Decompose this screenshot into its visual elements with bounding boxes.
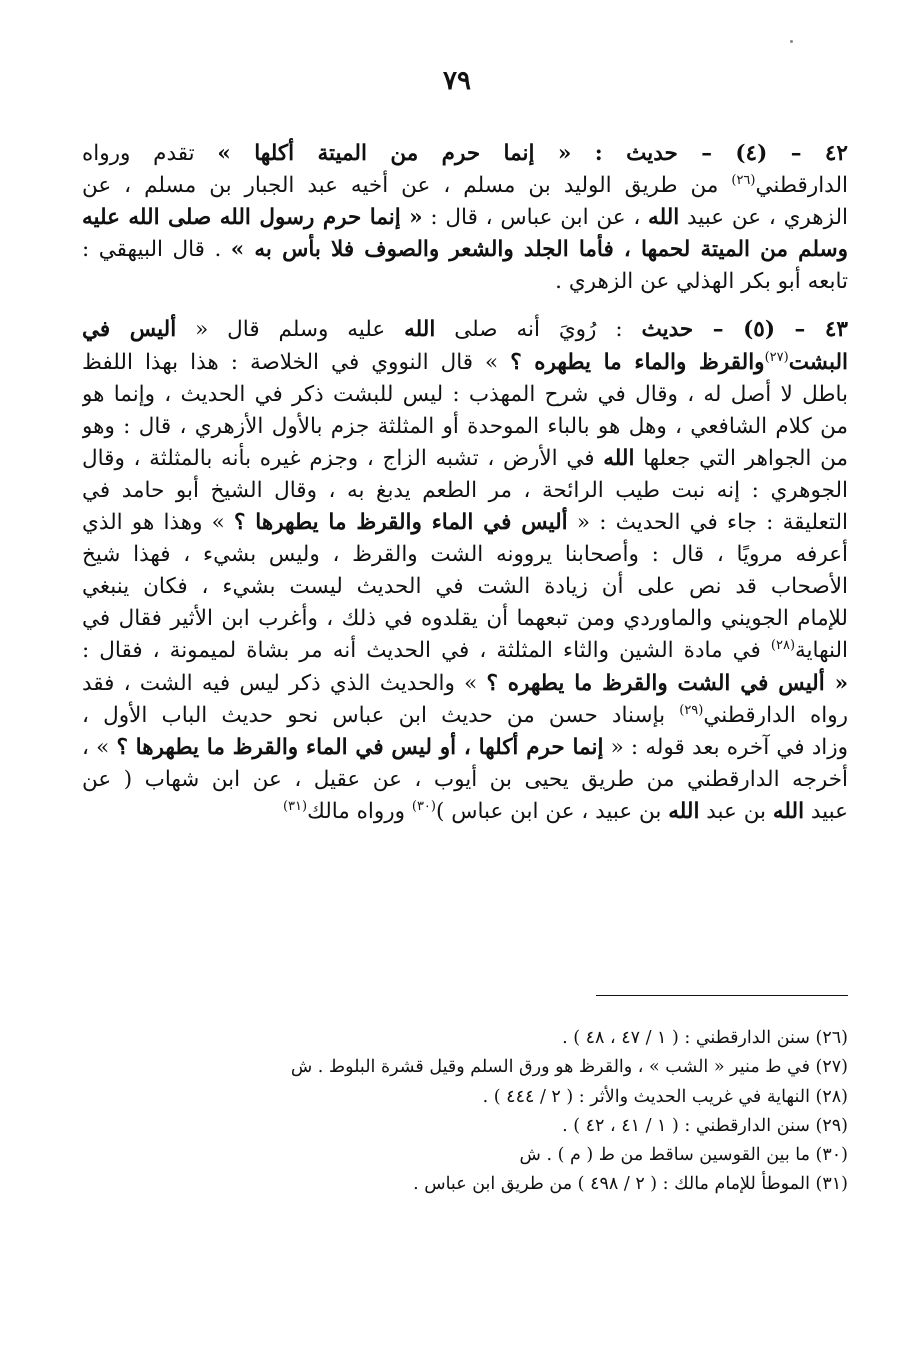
- text-line: [82, 170, 848, 202]
- text-line: [82, 234, 848, 266]
- text-run: في الأرض ، تشبه الزاج ، وجزم غيره بأنه بالمثلثة ، وقال: [82, 445, 604, 471]
- text-run: عليه وسلم قال «: [176, 317, 405, 343]
- text-line: [82, 668, 848, 700]
- text-run: البشت: [788, 349, 848, 375]
- text-run: « أليس في الشت والقرظ ما يطهره ؟: [486, 670, 848, 696]
- text-run: في مادة الشين والثاء المثلثة ، في الحديث أنه مر بشاة لميمونة ، فقال :: [82, 638, 771, 664]
- text-line: [82, 732, 848, 764]
- text-run: » والحديث الذي ذكر ليس فيه الشت ، فقد: [82, 670, 487, 696]
- text-run: » قال النووي في الخلاصة : هذا بهذا اللفظ: [82, 349, 511, 375]
- text-run: بن عبد: [699, 798, 773, 824]
- text-run: الله: [404, 317, 436, 343]
- text-run: » وهذا هو الذي: [82, 510, 235, 536]
- text-line: [82, 138, 848, 170]
- text-run: من الجواهر التي جعلها: [634, 445, 848, 471]
- footnote: (٣٠) ما بين القوسين ساقط من ط ( م ) . ش: [519, 1145, 848, 1166]
- text-run: أعرفه مرويًا ، قال : وأصحابنا يروونه الشت والقرظ ، وليس بشيء ، فهذا شيخ: [82, 542, 848, 568]
- footnote-ref: (٣١): [282, 798, 308, 814]
- text-run: ورواه مالك: [307, 798, 412, 824]
- text-line: [82, 700, 848, 732]
- text-run: الله: [668, 798, 700, 824]
- text-run: الله: [648, 205, 680, 231]
- text-run: الله: [772, 798, 805, 824]
- text-run: عبيد: [804, 798, 848, 824]
- text-line: [82, 202, 848, 234]
- text-line: [82, 266, 848, 298]
- hadith-paragraph: [82, 314, 848, 828]
- text-run: . قال البيهقي :: [82, 237, 231, 263]
- scan-speck: [790, 40, 793, 43]
- text-run: » ،: [82, 734, 117, 760]
- text-line: [82, 635, 848, 667]
- text-run: الدارقطني: [755, 173, 848, 199]
- text-run: ٤٣ – (٥) – حديث: [641, 317, 848, 343]
- footnote: (٢٧) في ط منير « الشب » ، والقرظ هو ورق السلم وقيل قشرة البلوط . ش: [290, 1057, 848, 1078]
- text-line: [82, 539, 848, 571]
- main-text: [82, 138, 848, 828]
- footnote: (٢٦) سنن الدارقطني : ( ١ / ٤٧ ، ٤٨ ) .: [562, 1028, 848, 1048]
- footnote: (٣١) الموطأ للإمام مالك : ( ٢ / ٤٩٨ ) من طريق ابن عباس .: [413, 1174, 848, 1195]
- text-run: وسلم من الميتة لحمها ، فأما الجلد والشعر والصوف فلا بأس به »: [230, 237, 848, 263]
- text-line: [82, 603, 848, 635]
- text-run: رواه الدارقطني: [703, 702, 848, 728]
- text-run: التعليقة : جاء في الحديث : «: [567, 510, 848, 536]
- text-line: [82, 507, 848, 539]
- text-run: أخرجه الدارقطني من طريق يحيى بن أيوب ، عن عقيل ، عن ابن شهاب ( عن: [82, 766, 848, 792]
- text-run: تابعه أبو بكر الهذلي عن الزهري .: [555, 269, 848, 295]
- text-line: [82, 475, 848, 507]
- text-run: بإسناد حسن من حديث ابن عباس نحو حديث الباب الأول ،: [82, 702, 680, 728]
- text-line: [82, 796, 848, 828]
- hadith-paragraph: [82, 138, 848, 298]
- footnote-ref: (٢٩): [679, 702, 704, 718]
- footnote: (٢٩) سنن الدارقطني : ( ١ / ٤١ ، ٤٢ ) .: [562, 1115, 848, 1136]
- text-run: ٤٢ – (٤) – حديث : « إنما حرم من الميتة أكلها »: [217, 141, 848, 166]
- text-run: من طريق الوليد بن مسلم ، عن أخيه عبد الجبار بن مسلم ، عن: [82, 173, 732, 199]
- text-line: [82, 571, 848, 603]
- text-line: [82, 443, 848, 475]
- text-run: أليس في: [82, 317, 177, 343]
- text-run: أليس في الماء والقرظ ما يطهرها ؟: [234, 510, 568, 536]
- text-run: وزاد في آخره بعد قوله : «: [603, 734, 848, 760]
- text-line: [82, 764, 848, 796]
- footnote-ref: (٣٠): [411, 798, 436, 814]
- text-run: الزهري ، عن عبيد: [679, 205, 848, 231]
- footnote-ref: (٢٨): [770, 638, 796, 654]
- text-run: الجوهري : إنه نبت طيب الرائحة ، مر الطعم يدبغ به ، وقال الشيخ أبو حامد في: [82, 477, 848, 503]
- text-line: [82, 379, 848, 411]
- text-run: والقرظ والماء ما يطهره ؟: [510, 349, 765, 375]
- text-run: تقدم ورواه: [82, 141, 218, 166]
- text-run: من كلام الشافعي ، وهل هو بالباء الموحدة أو المثلثة جزم بالأول الأزهري ، قال : وهو: [82, 413, 848, 439]
- text-run: « إنما حرم رسول الله صلى الله عليه: [82, 205, 423, 231]
- text-run: بن عبيد ، عن ابن عباس ): [436, 798, 669, 824]
- footnote-separator: [596, 995, 848, 996]
- text-run: الله: [603, 445, 635, 471]
- footnotes: [120, 1024, 848, 1200]
- text-line: [82, 347, 848, 379]
- text-run: للإمام الجويني والماوردي ومن تبعهما أن يقلدوه في ذلك ، وأغرب ابن الأثير فقال في: [82, 606, 848, 632]
- footnote-ref: (٢٦): [731, 173, 756, 189]
- text-run: ، عن ابن عباس ، قال :: [422, 205, 649, 231]
- text-run: : رُويَ أنه صلى: [435, 317, 642, 343]
- text-line: [82, 411, 848, 443]
- footnote: (٢٨) النهاية في غريب الحديث والأثر : ( ٢ / ٤٤٤ ) .: [482, 1086, 848, 1107]
- text-run: باطل لا أصل له ، وقال في شرح المهذب : ليس للبشت ذكر في الحديث ، وإنما هو: [82, 381, 848, 407]
- text-run: إنما حرم أكلها ، أو ليس في الماء والقرظ ما يطهرها ؟: [116, 734, 604, 760]
- page-number: ٧٩: [443, 66, 471, 96]
- text-line: [82, 314, 848, 346]
- text-run: النهاية: [795, 638, 848, 664]
- text-run: الأصحاب قد نص على أن زيادة الشت في الحديث ليست بشيء ، فكان ينبغي: [82, 574, 848, 600]
- footnote-ref: (٢٧): [764, 349, 789, 365]
